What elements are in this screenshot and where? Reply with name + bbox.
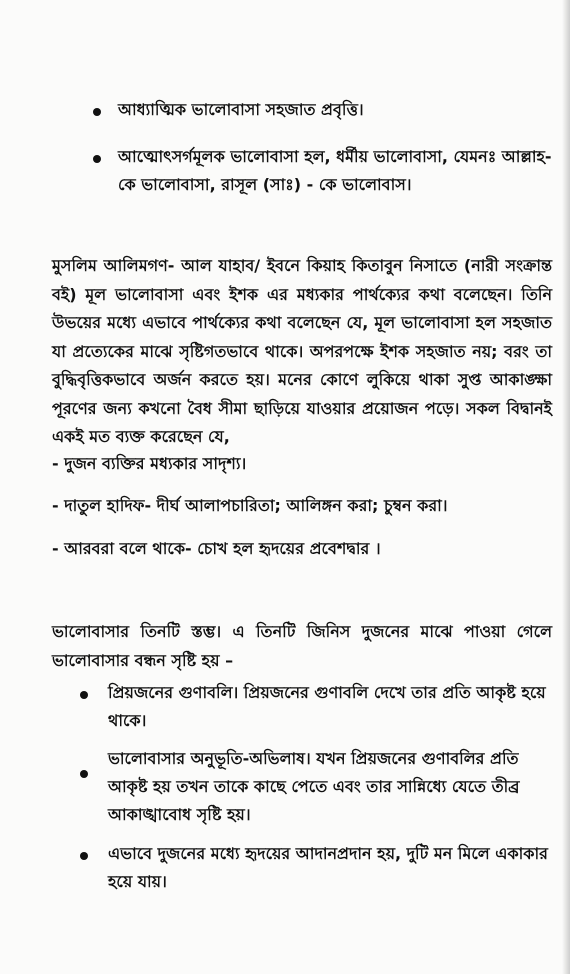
bullet-spiritual-love: আধ্যাত্মিক ভালোবাসা সহজাত প্রবৃত্তি।	[118, 100, 364, 119]
page-edge-shadow	[562, 0, 570, 974]
main-paragraph: মুসলিম আলিমগণ- আল যাহাব/ ইবনে কিয়াহ কিতাবুন নিসাতে (নারী সংক্রান্ত বই) মূল ভালোবাসা এবং ইশক এর মধ্যকার পার্থক্যের কথা বলেছেন। তিনি উভয়ের মধ্যে এভাবে পার্থক্যের কথা বলেছেন যে, মূল ভালোবাসা হল সহজাত যা প্রত্যেকের মাঝে সৃষ্টিগতভাবে থাকে। অপরপক্ষে ইশক সহজাত নয়; বরং তা বুদ্ধিবৃত্তিকভাবে অর্জন করতে হয়। মনের কোণে লুকিয়ে থাকা সুপ্ত আকাঙ্ক্ষা পূরণের জন্য কখনো বৈধ সীমা ছাড়িয়ে যাওয়ার প্রয়োজন পড়ে। সকল বিদ্বানই একই মত ব্যক্ত করেছেন যে,	[52, 256, 552, 446]
bullet-dot	[80, 691, 88, 699]
bullet-dot	[93, 155, 101, 163]
pillar-exchange: এভাবে দুজনের মধ্যে হৃদয়ের আদানপ্রদান হয়, দুটি মন মিলে একাকার হয়ে যায়।	[108, 844, 548, 891]
dash-item-similarity: - দুজন ব্যক্তির মধ্যকার সাদৃশ্য।	[52, 454, 247, 473]
section-intro: ভালোবাসার তিনটি স্তম্ভ। এ তিনটি জিনিস দুজনের মাঝে পাওয়া গেলে ভালোবাসার বন্ধন সৃষ্টি হয় –	[52, 622, 552, 670]
bullet-dot	[80, 852, 88, 860]
pillar-qualities: প্রিয়জনের গুণাবলি। প্রিয়জনের গুণাবলি দেখে তার প্রতি আকৃষ্ট হয়ে থাকে।	[108, 683, 546, 730]
dash-item-conversation: - দাতুল হাদিফ- দীর্ঘ আলাপচারিতা; আলিঙ্গন করা; চুম্বন করা।	[52, 496, 448, 515]
bullet-dot	[93, 108, 101, 116]
bullet-devotional-love: আত্মোৎসর্গমূলক ভালোবাসা হল, ধর্মীয় ভালোবাসা, যেমনঃ আল্লাহ-কে ভালোবাসা, রাসূল (সাঃ) - কে ভালোবাস।	[118, 147, 552, 194]
dash-item-arab-saying: - আরবরা বলে থাকে- চোখ হল হৃদয়ের প্রবেশদ্বার ।	[52, 539, 381, 558]
pillar-feelings: ভালোবাসার অনুভূতি-অভিলাষ। যখন প্রিয়জনের গুণাবলির প্রতি আকৃষ্ট হয় তখন তাকে কাছে পেতে এবং তার সান্নিধ্যে যেতে তীব্র আকাঙ্খাবোধ সৃষ্টি হয়।	[108, 749, 520, 824]
bullet-dot	[80, 770, 88, 778]
